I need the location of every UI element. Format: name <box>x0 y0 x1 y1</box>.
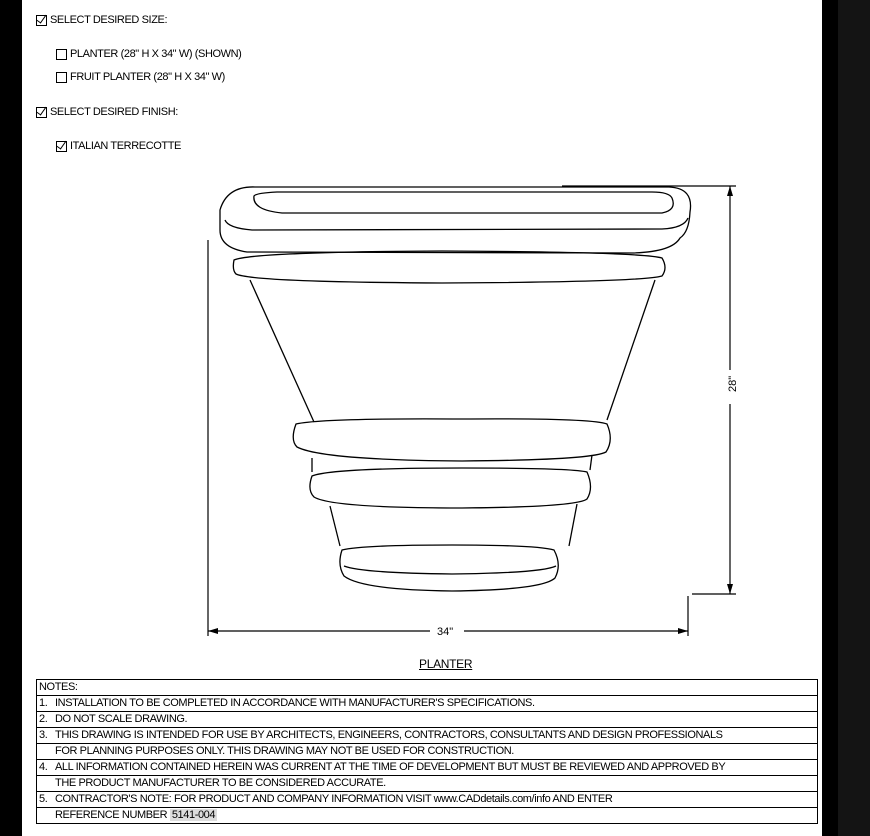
note-text: THIS DRAWING IS INTENDED FOR USE BY ARCHITECTS, ENGINEERS, CONTRACTORS, CONSULTANTS AND DESIGN PROFESSIONALS <box>55 729 723 741</box>
size-heading-label: SELECT DESIRED SIZE: <box>50 14 168 26</box>
scrollbar-track[interactable] <box>838 0 870 836</box>
table-row <box>37 792 818 808</box>
height-arrow-top <box>727 186 733 196</box>
drawing-sheet <box>22 0 822 836</box>
rim-outer <box>220 187 691 253</box>
body-left-edge <box>250 280 314 422</box>
base-band <box>340 545 558 591</box>
table-row <box>37 728 818 744</box>
note-number: 2. <box>39 713 48 725</box>
planter-elevation-drawing <box>22 0 822 660</box>
table-row <box>37 808 818 824</box>
notes-title: NOTES: <box>37 680 818 696</box>
width-arrow-left <box>208 628 218 634</box>
width-dimension-label: 34" <box>437 626 454 638</box>
finish-heading-label: SELECT DESIRED FINISH: <box>50 106 178 118</box>
note-number: 1. <box>39 697 48 709</box>
terrecotte-option-label: ITALIAN TERRECOTTE <box>70 140 181 152</box>
note-number: 3. <box>39 729 48 741</box>
width-arrow-right <box>678 628 688 634</box>
fruit-planter-option-label: FRUIT PLANTER (28" H X 34" W) <box>70 71 225 83</box>
height-dimension-label: 28" <box>727 375 739 392</box>
lower-band-1 <box>293 419 610 461</box>
rim-opening <box>254 192 673 213</box>
table-row <box>37 696 818 712</box>
reference-label: REFERENCE NUMBER <box>55 809 168 821</box>
table-row <box>37 776 818 792</box>
note-text: ALL INFORMATION CONTAINED HEREIN WAS CURRENT AT THE TIME OF DEVELOPMENT BUT MUST BE REVIEWED AND APPROVED BY <box>55 761 726 773</box>
foot-left <box>330 506 340 546</box>
rim-lip-line <box>225 218 688 230</box>
note-text: CONTRACTOR'S NOTE: FOR PRODUCT AND COMPANY INFORMATION VISIT www.CADdetails.com/info AND ENTER <box>55 793 613 805</box>
note-text: THE PRODUCT MANUFACTURER TO BE CONSIDERED ACCURATE. <box>55 777 386 789</box>
neck-band <box>233 251 665 283</box>
planter-option-label: PLANTER (28" H X 34" W) (SHOWN) <box>70 48 242 60</box>
note-text: DO NOT SCALE DRAWING. <box>55 713 188 725</box>
table-row <box>37 760 818 776</box>
reference-number: 5141-004 <box>171 809 216 821</box>
note-text: FOR PLANNING PURPOSES ONLY. THIS DRAWING MAY NOT BE USED FOR CONSTRUCTION. <box>55 745 514 757</box>
table-row <box>37 712 818 728</box>
note-number: 5. <box>39 793 48 805</box>
notes-table <box>36 679 818 824</box>
note-number: 4. <box>39 761 48 773</box>
height-arrow-bottom <box>727 584 733 594</box>
base-inner-line <box>344 566 556 574</box>
body-right-edge <box>607 280 655 420</box>
foot-right <box>569 504 577 546</box>
note-text: INSTALLATION TO BE COMPLETED IN ACCORDANCE WITH MANUFACTURER'S SPECIFICATIONS. <box>55 697 535 709</box>
table-row <box>37 744 818 760</box>
drawing-caption: PLANTER <box>419 657 473 671</box>
lower-band-2 <box>310 468 591 508</box>
waist-right <box>590 455 592 470</box>
notes-title-row <box>37 680 818 696</box>
